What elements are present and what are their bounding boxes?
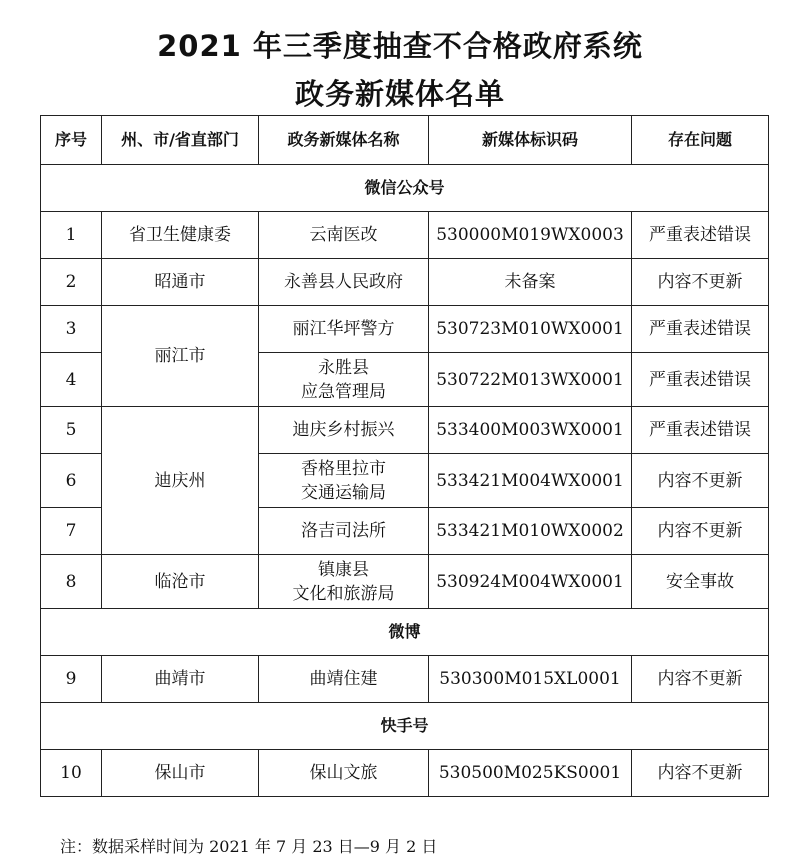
section-row-kuaishou bbox=[41, 703, 769, 750]
media-name-cell bbox=[259, 656, 429, 703]
table-row bbox=[41, 259, 769, 306]
media-code-cell: 530000M019WX0003 bbox=[429, 212, 632, 259]
section-row-wechat bbox=[41, 165, 769, 212]
row-number: 7 bbox=[41, 508, 102, 555]
media-name-cell bbox=[259, 508, 429, 555]
issue-cell: 内容不更新 bbox=[632, 508, 769, 555]
section-label: 快手号 bbox=[41, 703, 769, 750]
issue-cell: 内容不更新 bbox=[632, 750, 769, 797]
table-row bbox=[41, 750, 769, 797]
region-cell: 曲靖市 bbox=[102, 656, 259, 703]
issue-cell: 内容不更新 bbox=[632, 259, 769, 306]
issue-cell: 安全事故 bbox=[632, 555, 769, 609]
document-title-line-2: 政务新媒体名单 bbox=[294, 77, 505, 111]
media-code-cell: 533421M010WX0002 bbox=[429, 508, 632, 555]
media-code-cell: 530723M010WX0001 bbox=[429, 306, 632, 353]
table-row bbox=[41, 407, 769, 454]
media-name-line: 文化和旅游局 bbox=[292, 583, 395, 604]
media-name-line: 永胜县 bbox=[318, 357, 369, 378]
issue-cell: 严重表述错误 bbox=[632, 353, 769, 407]
region-cell: 保山市 bbox=[102, 750, 259, 797]
media-name-line: 香格里拉市 bbox=[301, 458, 386, 479]
issue-cell: 内容不更新 bbox=[632, 656, 769, 703]
media-name-line: 保山文旅 bbox=[309, 763, 378, 783]
region-cell: 省卫生健康委 bbox=[102, 212, 259, 259]
row-number: 3 bbox=[41, 306, 102, 353]
header-cell-media-name: 政务新媒体名称 bbox=[259, 116, 429, 165]
media-name-cell bbox=[259, 259, 429, 306]
header-cell-number: 序号 bbox=[41, 116, 102, 165]
media-name-cell bbox=[259, 454, 429, 508]
media-name-line: 云南医改 bbox=[309, 225, 378, 245]
table-row bbox=[41, 656, 769, 703]
document-title-line-1: 2021 年三季度抽查不合格政府系统 bbox=[157, 29, 643, 63]
media-name-line: 丽江华坪警方 bbox=[292, 319, 395, 339]
media-name-line: 交通运输局 bbox=[301, 482, 386, 503]
media-code-cell: 533400M003WX0001 bbox=[429, 407, 632, 454]
media-name-line: 永善县人民政府 bbox=[284, 272, 403, 292]
header-cell-media-code: 新媒体标识码 bbox=[429, 116, 632, 165]
media-name-cell bbox=[259, 555, 429, 609]
section-row-weibo bbox=[41, 609, 769, 656]
issue-cell: 严重表述错误 bbox=[632, 212, 769, 259]
row-number: 10 bbox=[41, 750, 102, 797]
header-cell-region: 州、市/省直部门 bbox=[102, 116, 259, 165]
media-name-line: 迪庆乡村振兴 bbox=[292, 420, 395, 440]
row-number: 8 bbox=[41, 555, 102, 609]
header-cell-issue: 存在问题 bbox=[632, 116, 769, 165]
media-name-line: 曲靖住建 bbox=[309, 669, 378, 689]
media-name-cell bbox=[259, 407, 429, 454]
region-cell: 迪庆州 bbox=[102, 407, 259, 555]
section-label: 微博 bbox=[41, 609, 769, 656]
region-cell: 昭通市 bbox=[102, 259, 259, 306]
table-row bbox=[41, 306, 769, 353]
media-name-cell bbox=[259, 212, 429, 259]
row-number: 1 bbox=[41, 212, 102, 259]
media-code-cell: 530924M004WX0001 bbox=[429, 555, 632, 609]
media-name-line: 镇康县 bbox=[318, 559, 369, 580]
issue-cell: 严重表述错误 bbox=[632, 407, 769, 454]
row-number: 5 bbox=[41, 407, 102, 454]
section-label: 微信公众号 bbox=[41, 165, 769, 212]
media-name-line: 应急管理局 bbox=[301, 381, 386, 402]
media-code-cell: 未备案 bbox=[429, 259, 632, 306]
region-cell: 丽江市 bbox=[102, 306, 259, 407]
media-name-cell bbox=[259, 750, 429, 797]
table-row bbox=[41, 212, 769, 259]
table-row bbox=[41, 555, 769, 609]
row-number: 2 bbox=[41, 259, 102, 306]
media-code-cell: 530300M015XL0001 bbox=[429, 656, 632, 703]
row-number: 4 bbox=[41, 353, 102, 407]
media-code-cell: 533421M004WX0001 bbox=[429, 454, 632, 508]
footnote: 注：数据采样时间为 2021 年 7 月 23 日—9 月 2 日 bbox=[60, 837, 438, 856]
media-name-line: 洛吉司法所 bbox=[301, 521, 386, 541]
media-name-cell bbox=[259, 306, 429, 353]
issue-cell: 严重表述错误 bbox=[632, 306, 769, 353]
media-roster-table bbox=[40, 115, 769, 797]
issue-cell: 内容不更新 bbox=[632, 454, 769, 508]
table-header-row bbox=[41, 116, 769, 165]
row-number: 9 bbox=[41, 656, 102, 703]
media-code-cell: 530500M025KS0001 bbox=[429, 750, 632, 797]
media-code-cell: 530722M013WX0001 bbox=[429, 353, 632, 407]
region-cell: 临沧市 bbox=[102, 555, 259, 609]
media-name-cell bbox=[259, 353, 429, 407]
row-number: 6 bbox=[41, 454, 102, 508]
